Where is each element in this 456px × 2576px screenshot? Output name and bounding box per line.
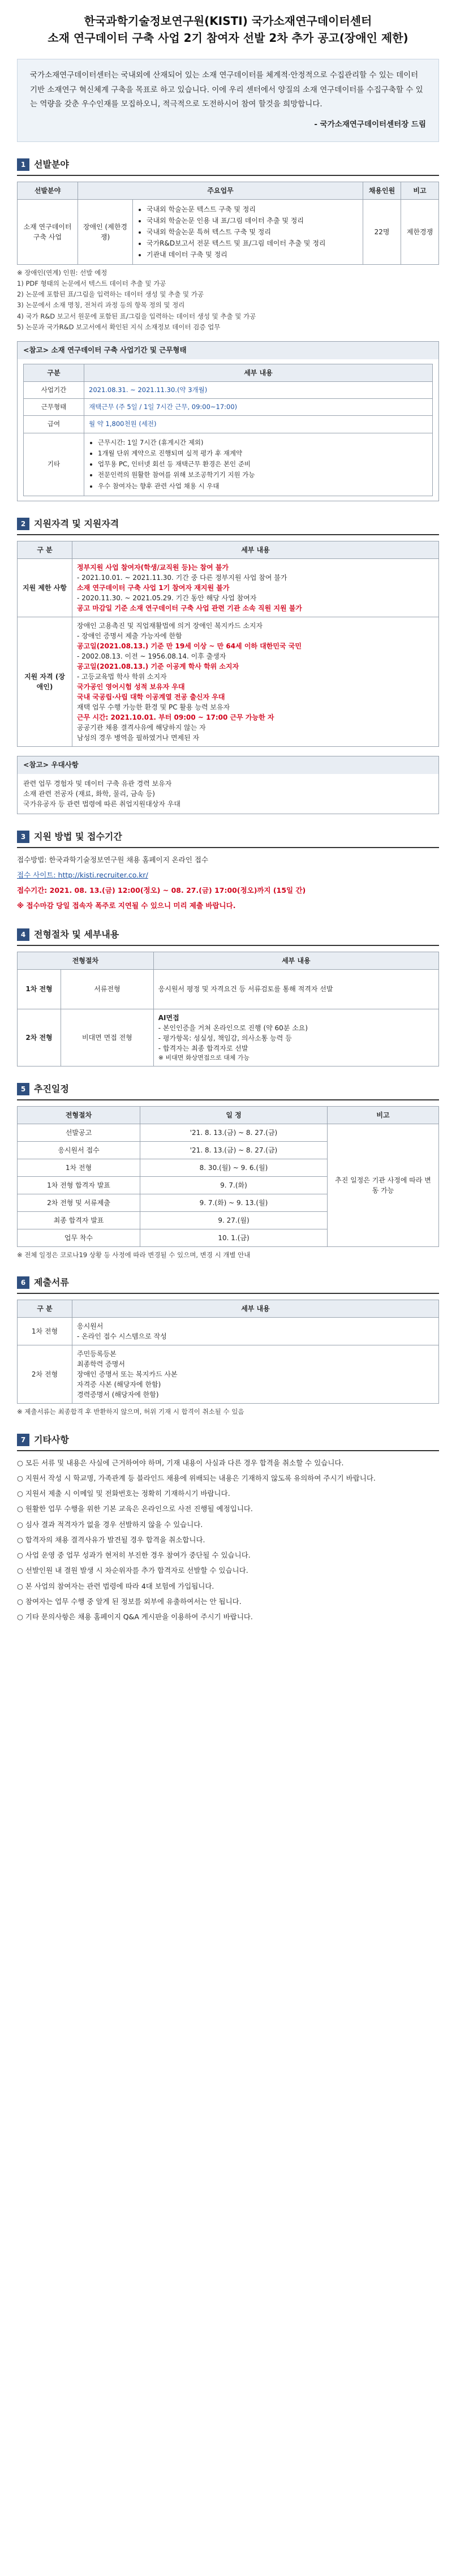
row-label: 2차 전형 [18,1345,72,1404]
note-line: ※ 장애인(연계) 인원: 선발 예정 [17,268,107,277]
list-item: - 2002.08.13. 이전 ~ 1956.08.14. 이후 출생자 [77,652,226,660]
section-title: 제출서류 [34,1277,69,1288]
row-value [84,433,433,496]
row-detail [72,617,439,746]
row-sub: 비대면 면접 전형 [61,1009,154,1066]
list-item: • 1개월 단위 계약으로 진행되며 실적 평가 후 재계약 [98,449,428,458]
section-documents [17,1276,439,1417]
section-title: 지원 방법 및 접수기간 [34,831,122,842]
list-item: 국내 국공립·사립 대학 이공계열 전공 출신자 우대 [77,693,225,701]
row-detail [72,558,439,617]
table-cell: 응시원서 접수 [18,1142,140,1159]
table-cell: 2차 전형 및 서류제출 [18,1194,140,1212]
list-item: • 기관내 데이터 구축 및 정리 [147,250,358,260]
other-list [17,1457,439,1623]
list-item: - 온라인 접수 시스템으로 작성 [77,1332,167,1341]
procedure-table [17,952,439,1067]
section-number: 2 [17,518,29,530]
eligibility-table [17,541,439,747]
list-item: 접수방법: 한국과학기술정보연구원 채용 홈페이지 온라인 접수 [17,855,209,864]
list-item: 재택 업무 수행 가능한 환경 및 PC 활용 능력 보유자 [77,703,230,711]
section-header [17,1433,439,1451]
documents-table [17,1300,439,1404]
section-title: 지원자격 및 지원자격 [34,518,119,529]
row-sub: 서류전형 [61,969,154,1009]
row-label: 1차 전형 [18,1318,72,1345]
title-line-1: 한국과학기술정보연구원(KISTI) 국가소재연구데이터센터 [84,14,372,28]
list-item: 장애인 증명서 또는 복지카드 사본 [77,1370,178,1379]
section-number: 3 [17,831,29,843]
row-key: 사업기간 [24,381,84,398]
table-header: 세부 내용 [84,364,433,381]
table-header: 세부 내용 [72,1300,439,1318]
list-item: 공고일(2021.08.13.) 기준 만 19세 이상 ~ 만 64세 이하 대한민국 국민 [77,642,302,650]
section-title: 추진일정 [34,1083,69,1095]
table-cell: 9. 7.(화) ~ 9. 13.(월) [140,1194,328,1212]
schedule-remark: 추진 일정은 기관 사정에 따라 변동 가능 [328,1124,439,1247]
period-table [23,364,433,496]
list-item: • 전문인력의 원활한 참여를 위해 보조공학기기 지원 가능 [98,470,428,480]
list-item: • 근무시간: 1일 7시간 (휴게시간 제외) [98,438,428,448]
table-header: 구 분 [18,1300,72,1318]
list-item: 관련 업무 경험자 및 데이터 구축 유관 경력 보유자 [23,779,172,788]
list-item: 소재 연구데이터 구축 사업 1기 참여자 재지원 불가 [77,583,230,592]
intro-text: 국가소재연구데이터센터는 국내외에 산재되어 있는 소재 연구데이터를 체계적·안정적으로 수집관리할 수 있는 데이터 기반 소재연구 혁신체계 구축을 목표로 하고 있습니다. 이에 우리 센터에서 양질의 소재 연구데이터를 수집구축할 수 있는 역량을 갖춘 우수인재를 모집하오니, 적극적으로 도전하시어 참여 할것을 희망합니다. [30,71,423,109]
remark-cell: 제한경쟁 [401,199,439,264]
list-item: • 업무용 PC, 인터넷 회선 등 재택근무 환경은 본인 준비 [98,459,428,469]
section-other [17,1433,439,1649]
section-number: 7 [17,1434,29,1446]
section-number: 1 [17,158,29,171]
section-title: 기타사항 [34,1434,69,1445]
section-header [17,1082,439,1100]
list-item: 주민등록등본 [77,1350,117,1358]
table-header: 비고 [401,182,439,199]
note-line: 2) 논문에 포함된 표/그림을 입력하는 데이터 생성 및 추출 및 가공 [17,290,204,299]
count-cell: 22명 [363,199,401,264]
list-item: - 2021.10.01. ~ 2021.11.30. 기간 중 다른 정부지원 사업 참여 불가 [77,573,287,582]
table-header: 주요업무 [78,182,363,199]
list-item: - 본인인증을 거쳐 온라인으로 진행 (약 60분 소요) [158,1023,308,1032]
list-item: ○ 참여자는 업무 수행 중 알게 된 정보를 외부에 유출하여서는 안 됩니다. [17,1597,242,1606]
section-selection-field [17,158,439,501]
list-item: • 국가R&D보고서 전문 텍스트 및 표/그림 데이터 추출 및 정리 [147,238,358,248]
list-item: ○ 합격자의 채용 결격사유가 발견될 경우 합격을 취소합니다. [17,1535,205,1544]
row-detail [72,1345,439,1404]
note-line: 5) 논문과 국가R&D 보고서에서 확인된 지식 소재정보 데이터 검증 업무 [17,322,221,331]
list-item: ○ 지원서 제출 시 이메일 및 전화번호는 정확히 기재하시기 바랍니다. [17,1489,230,1498]
intro-signature: - 국가소재연구데이터센터장 드림 [314,119,426,129]
list-item: - 합격자는 최종 합격자로 선발 [158,1044,248,1052]
table-cell: 9. 7.(화) [140,1177,328,1194]
list-item: • 국내외 학술논문 인용 내 표/그림 데이터 추출 및 정리 [147,216,358,226]
list-item: - 장애인 증명서 제출 가능자에 한함 [77,631,182,640]
reference-box-period [17,341,439,501]
section-procedure [17,928,439,1067]
row-label: 지원 자격 (장애인) [18,617,72,746]
list-item: - 고등교육법 학사 학위 소지자 [77,672,167,681]
table-cell: 8. 30.(월) ~ 9. 6.(월) [140,1159,328,1177]
application-list [17,854,439,912]
table-header: 전형절차 [18,952,154,969]
selection-table [17,182,439,265]
section-schedule [17,1082,439,1260]
table-cell: 10. 1.(금) [140,1229,328,1247]
row-detail [72,1318,439,1345]
subfield-cell: 장애인 (제한경쟁) [78,199,133,264]
list-item: 경력증명서 (해당자에 한함) [77,1391,159,1399]
table-cell: 9. 27.(월) [140,1212,328,1229]
list-item: 공공기관 채용 결격사유에 해당하지 않는 자 [77,723,206,732]
list-item: 남성의 경우 병역을 필하였거나 면제된 자 [77,733,200,742]
list-item: ※ 비대면 화상면접으로 대체 가능 [158,1053,250,1061]
list-item: ○ 모든 서류 및 내용은 사실에 근거하여야 하며, 기재 내용이 사실과 다른 경우 합격을 취소할 수 있습니다. [17,1458,344,1467]
section-header [17,928,439,946]
list-item: 최종학력 증명서 [77,1360,125,1369]
note-line: 4) 국가 R&D 보고서 원문에 포함된 표/그림을 입력하는 데이터 생성 및 추출 및 가공 [17,312,256,320]
list-item: 공고일(2021.08.13.) 기준 이공계 학사 학위 소지자 [77,662,239,670]
list-item: AI면접 [158,1013,179,1022]
table-cell: '21. 8. 13.(금) ~ 8. 27.(금) [140,1124,328,1142]
list-item: • 국내외 학술논문 특허 텍스트 구축 및 정리 [147,227,358,237]
table-header: 구 분 [18,541,72,558]
duties-cell [133,199,363,264]
section-number: 6 [17,1276,29,1289]
section-number: 4 [17,928,29,941]
section-title: 전형절차 및 세부내용 [34,928,119,940]
application-link[interactable]: 접수 사이트: http://kisti.recruiter.co.kr/ [17,870,148,879]
title-block [0,0,456,51]
list-item: • 국내외 학술논문 텍스트 구축 및 정리 [147,204,358,214]
reference-box-preference [17,756,439,814]
section-number: 5 [17,1083,29,1095]
section-header [17,1276,439,1294]
notes [17,268,439,333]
box-title: <참고> 소재 연구데이터 구축 사업기간 및 근무형태 [18,342,438,359]
table-header: 전형절차 [18,1107,140,1124]
list-item: • 우수 참여자는 향후 관련 사업 채용 시 우대 [98,481,428,491]
list-item: 국가유공자 등 관련 법령에 따른 취업지원대상자 우대 [23,799,180,808]
documents-note: ※ 제출서류는 최종합격 후 반환하지 않으며, 허위 기재 시 합격이 취소될 수 있음 [17,1408,244,1416]
table-header: 일 정 [140,1107,328,1124]
table-cell: 업무 착수 [18,1229,140,1247]
list-item: ○ 원활한 업무 수행을 위한 기본 교육은 온라인으로 사전 진행될 예정입니다. [17,1504,253,1513]
title-line-2: 소재 연구데이터 구축 사업 2기 참여자 선발 2차 추가 공고(장애인 제한) [48,31,408,45]
table-header: 세부 내용 [153,952,438,969]
row-detail: 응시원서 평정 및 자격요건 등 서류검토를 통해 적격자 선발 [153,969,438,1009]
table-cell: '21. 8. 13.(금) ~ 8. 27.(금) [140,1142,328,1159]
list-item: ○ 지원서 작성 시 학교명, 가족관계 등 블라인드 채용에 위배되는 내용은 기재하지 않도록 유의하여 주시기 바랍니다. [17,1473,376,1482]
row-value: 재택근무 (주 5일 / 1일 7시간 근무, 09:00~17:00) [84,399,433,416]
list-item: 응시원서 [77,1322,104,1331]
row-label: 지원 제한 사항 [18,558,72,617]
table-header: 선발분야 [18,182,78,199]
section-header [17,517,439,535]
box-title: <참고> 우대사항 [18,756,438,774]
note-line: 1) PDF 형태의 논문에서 텍스트 데이터 추출 및 가공 [17,279,166,287]
table-cell: 1차 전형 [18,1159,140,1177]
intro-box [17,59,439,142]
section-application [17,830,439,912]
row-value: 월 약 1,800천원 (세전) [84,416,433,433]
section-eligibility [17,517,439,814]
row-detail [153,1009,438,1066]
list-item: 장애인 고용촉진 및 직업재활법에 의거 장애인 복지카드 소지자 [77,621,263,630]
section-header [17,158,439,176]
schedule-table [17,1106,439,1247]
row-value: 2021.08.31. ~ 2021.11.30.(약 3개월) [84,381,433,398]
list-item: 근무 시간: 2021.10.01. 부터 09:00 ~ 17:00 근무 가능한 자 [77,713,274,721]
list-item: - 2020.11.30. ~ 2021.05.29. 기간 동안 해당 사업 참여자 [77,594,257,602]
schedule-note: ※ 전체 일정은 코로나19 상황 등 사정에 따라 변경될 수 있으며, 변경 시 개별 안내 [17,1251,251,1259]
table-cell: 선발공고 [18,1124,140,1142]
field-cell: 소재 연구데이터 구축 사업 [18,199,78,264]
row-label: 2차 전형 [18,1009,61,1066]
list-item: - 평가항목: 성실성, 책임감, 의사소통 능력 등 [158,1034,292,1042]
section-header [17,830,439,848]
table-cell: 최종 합격자 발표 [18,1212,140,1229]
list-item: 정부지원 사업 참여자(학생/교직원 등)는 참여 불가 [77,563,229,571]
note-line: 3) 논문에서 소재 명칭, 전처리 과정 등의 항목 정의 및 정리 [17,301,185,309]
table-cell: 1차 전형 합격자 발표 [18,1177,140,1194]
list-item: 공고 마감일 기준 소재 연구데이터 구축 사업 관련 기관 소속 직원 지원 불가 [77,604,302,612]
list-item: 자격증 사본 (해당자에 한함) [77,1381,161,1389]
list-item: ○ 기타 문의사항은 채용 홈페이지 Q&A 게시판을 이용하여 주시기 바랍니다. [17,1612,253,1622]
list-item: ○ 본 사업의 참여자는 관련 법령에 따라 4대 보험에 가입됩니다. [17,1581,214,1590]
table-header: 구분 [24,364,84,381]
list-item: ※ 접수마감 당일 접속자 폭주로 지연될 수 있으니 미리 제출 바랍니다. [17,901,236,910]
list-item: ○ 심사 결과 적격자가 없을 경우 선발하지 않을 수 있습니다. [17,1520,203,1529]
list-item: ○ 선발인원 내 결원 발생 시 차순위자를 추가 합격자로 선발할 수 있습니다. [17,1566,248,1575]
list-item: 국가공인 영어시험 성적 보유자 우대 [77,682,185,691]
row-key: 기타 [24,433,84,496]
list-item: ○ 사업 운영 중 업무 성과가 현저히 부진한 경우 참여가 중단될 수 있습니다. [17,1551,251,1560]
table-header: 채용인원 [363,182,401,199]
row-key: 근무형태 [24,399,84,416]
list-item: 소재 관련 전공자 (재료, 화학, 물리, 금속 등) [23,789,155,798]
list-item: 접수기간: 2021. 08. 13.(금) 12:00(정오) ~ 08. 27.(금) 17:00(정오)까지 (15일 간) [17,886,306,895]
row-key: 급여 [24,416,84,433]
row-label: 1차 전형 [18,969,61,1009]
table-header: 세부 내용 [72,541,439,558]
section-title: 선발분야 [34,158,69,170]
table-header: 비고 [328,1107,439,1124]
